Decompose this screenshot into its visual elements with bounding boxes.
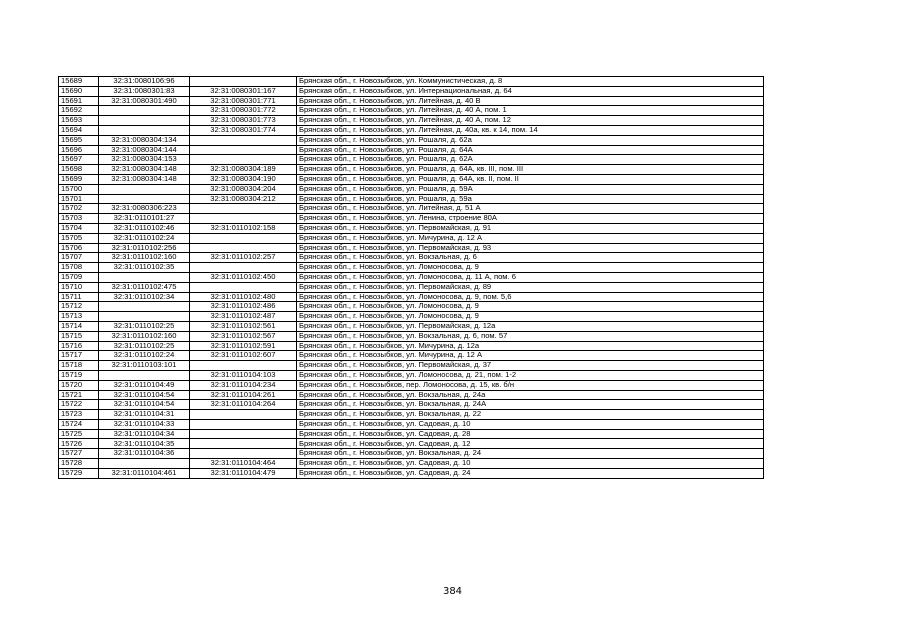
table-row xyxy=(59,459,764,469)
table-row xyxy=(59,331,764,341)
object-cadastral-number-cell: 32:31:0080301:774 xyxy=(190,125,297,135)
table-row xyxy=(59,321,764,331)
object-cadastral-number-cell: 32:31:0110104:261 xyxy=(190,390,297,400)
object-cadastral-number-cell xyxy=(190,449,297,459)
table-row xyxy=(59,390,764,400)
land-cadastral-number-cell: 32:31:0080304:134 xyxy=(99,135,190,145)
address-cell: Брянская обл., г. Новозыбков, ул. Садовая, д. 28 xyxy=(297,429,764,439)
land-cadastral-number-cell: 32:31:0110102:24 xyxy=(99,233,190,243)
table-row xyxy=(59,125,764,135)
table-row xyxy=(59,135,764,145)
land-cadastral-number-cell: 32:31:0110102:35 xyxy=(99,263,190,273)
object-cadastral-number-cell: 32:31:0110104:103 xyxy=(190,370,297,380)
object-cadastral-number-cell xyxy=(190,439,297,449)
object-cadastral-number-cell: 32:31:0110102:567 xyxy=(190,331,297,341)
land-cadastral-number-cell xyxy=(99,312,190,322)
address-cell: Брянская обл., г. Новозыбков, ул. Рошаля, д. 64А xyxy=(297,145,764,155)
address-cell: Брянская обл., г. Новозыбков, ул. Ломоносова, д. 9 xyxy=(297,263,764,273)
land-cadastral-number-cell: 32:31:0110104:36 xyxy=(99,449,190,459)
address-cell: Брянская обл., г. Новозыбков, ул. Ломоносова, д. 9 xyxy=(297,312,764,322)
row-number-cell: 15710 xyxy=(59,282,99,292)
table-row xyxy=(59,86,764,96)
table-row xyxy=(59,272,764,282)
table-row xyxy=(59,155,764,165)
row-number-cell: 15705 xyxy=(59,233,99,243)
land-cadastral-number-cell: 32:31:0080301:83 xyxy=(99,86,190,96)
row-number-cell: 15694 xyxy=(59,125,99,135)
row-number-cell: 15719 xyxy=(59,370,99,380)
land-cadastral-number-cell xyxy=(99,370,190,380)
land-cadastral-number-cell xyxy=(99,184,190,194)
object-cadastral-number-cell: 32:31:0080301:773 xyxy=(190,116,297,126)
land-cadastral-number-cell: 32:31:0110102:46 xyxy=(99,223,190,233)
row-number-cell: 15716 xyxy=(59,341,99,351)
table-row xyxy=(59,116,764,126)
address-cell: Брянская обл., г. Новозыбков, ул. Литейная, д. 40 А, пом. 12 xyxy=(297,116,764,126)
address-cell: Брянская обл., г. Новозыбков, ул. Первомайская, д. 12а xyxy=(297,321,764,331)
address-cell: Брянская обл., г. Новозыбков, ул. Вокзальная, д. 24 xyxy=(297,449,764,459)
registry-table-body xyxy=(59,77,764,479)
land-cadastral-number-cell xyxy=(99,106,190,116)
table-row xyxy=(59,204,764,214)
object-cadastral-number-cell xyxy=(190,419,297,429)
row-number-cell: 15699 xyxy=(59,174,99,184)
address-cell: Брянская обл., г. Новозыбков, ул. Литейная, д. 40 А, пом. 1 xyxy=(297,106,764,116)
table-row xyxy=(59,410,764,420)
row-number-cell: 15704 xyxy=(59,223,99,233)
table-row xyxy=(59,312,764,322)
row-number-cell: 15721 xyxy=(59,390,99,400)
row-number-cell: 15724 xyxy=(59,419,99,429)
row-number-cell: 15693 xyxy=(59,116,99,126)
table-row xyxy=(59,253,764,263)
land-cadastral-number-cell: 32:31:0110104:33 xyxy=(99,419,190,429)
address-cell: Брянская обл., г. Новозыбков, ул. Садовая, д. 24 xyxy=(297,468,764,478)
row-number-cell: 15727 xyxy=(59,449,99,459)
address-cell: Брянская обл., г. Новозыбков, ул. Рошаля, д. 64А, кв. III, пом. III xyxy=(297,165,764,175)
land-cadastral-number-cell: 32:31:0110102:24 xyxy=(99,351,190,361)
object-cadastral-number-cell: 32:31:0080304:204 xyxy=(190,184,297,194)
address-cell: Брянская обл., г. Новозыбков, ул. Мичурина, д. 12а xyxy=(297,341,764,351)
address-cell: Брянская обл., г. Новозыбков, ул. Первомайская, д. 37 xyxy=(297,361,764,371)
land-cadastral-number-cell: 32:31:0080304:144 xyxy=(99,145,190,155)
row-number-cell: 15692 xyxy=(59,106,99,116)
page-number: 384 xyxy=(442,586,463,597)
row-number-cell: 15703 xyxy=(59,214,99,224)
object-cadastral-number-cell xyxy=(190,77,297,87)
address-cell: Брянская обл., г. Новозыбков, ул. Вокзальная, д. 6 xyxy=(297,253,764,263)
table-row xyxy=(59,174,764,184)
table-row xyxy=(59,263,764,273)
row-number-cell: 15696 xyxy=(59,145,99,155)
land-cadastral-number-cell xyxy=(99,194,190,204)
row-number-cell: 15711 xyxy=(59,292,99,302)
address-cell: Брянская обл., г. Новозыбков, ул. Мичурина, д. 12 А xyxy=(297,351,764,361)
table-row xyxy=(59,341,764,351)
object-cadastral-number-cell: 32:31:0080304:190 xyxy=(190,174,297,184)
object-cadastral-number-cell: 32:31:0110104:464 xyxy=(190,459,297,469)
table-row xyxy=(59,468,764,478)
object-cadastral-number-cell xyxy=(190,233,297,243)
table-row xyxy=(59,439,764,449)
object-cadastral-number-cell: 32:31:0110104:234 xyxy=(190,380,297,390)
object-cadastral-number-cell xyxy=(190,145,297,155)
object-cadastral-number-cell: 32:31:0110102:486 xyxy=(190,302,297,312)
row-number-cell: 15720 xyxy=(59,380,99,390)
table-row xyxy=(59,96,764,106)
row-number-cell: 15715 xyxy=(59,331,99,341)
row-number-cell: 15689 xyxy=(59,77,99,87)
address-cell: Брянская обл., г. Новозыбков, ул. Ломоносова, д. 11 А, пом. 6 xyxy=(297,272,764,282)
object-cadastral-number-cell xyxy=(190,243,297,253)
address-cell: Брянская обл., г. Новозыбков, ул. Литейная, д. 40 В xyxy=(297,96,764,106)
row-number-cell: 15709 xyxy=(59,272,99,282)
address-cell: Брянская обл., г. Новозыбков, ул. Рошаля, д. 64А, кв. II, пом. II xyxy=(297,174,764,184)
row-number-cell: 15708 xyxy=(59,263,99,273)
land-cadastral-number-cell: 32:31:0110104:35 xyxy=(99,439,190,449)
land-cadastral-number-cell: 32:31:0080106:96 xyxy=(99,77,190,87)
land-cadastral-number-cell: 32:31:0080304:148 xyxy=(99,174,190,184)
row-number-cell: 15712 xyxy=(59,302,99,312)
row-number-cell: 15723 xyxy=(59,410,99,420)
address-cell: Брянская обл., г. Новозыбков, ул. Мичурина, д. 12 А xyxy=(297,233,764,243)
address-cell: Брянская обл., г. Новозыбков, ул. Рошаля, д. 62А xyxy=(297,155,764,165)
row-number-cell: 15707 xyxy=(59,253,99,263)
land-cadastral-number-cell xyxy=(99,302,190,312)
object-cadastral-number-cell: 32:31:0110102:450 xyxy=(190,272,297,282)
address-cell: Брянская обл., г. Новозыбков, ул. Ленина, строение 80А xyxy=(297,214,764,224)
row-number-cell: 15695 xyxy=(59,135,99,145)
object-cadastral-number-cell: 32:31:0110102:158 xyxy=(190,223,297,233)
object-cadastral-number-cell: 32:31:0080304:189 xyxy=(190,165,297,175)
land-cadastral-number-cell: 32:31:0110104:49 xyxy=(99,380,190,390)
row-number-cell: 15690 xyxy=(59,86,99,96)
object-cadastral-number-cell: 32:31:0080301:167 xyxy=(190,86,297,96)
object-cadastral-number-cell xyxy=(190,361,297,371)
row-number-cell: 15722 xyxy=(59,400,99,410)
object-cadastral-number-cell: 32:31:0110102:591 xyxy=(190,341,297,351)
object-cadastral-number-cell xyxy=(190,282,297,292)
land-cadastral-number-cell: 32:31:0110104:54 xyxy=(99,400,190,410)
table-row xyxy=(59,361,764,371)
land-cadastral-number-cell: 32:31:0080306:223 xyxy=(99,204,190,214)
row-number-cell: 15691 xyxy=(59,96,99,106)
land-cadastral-number-cell xyxy=(99,125,190,135)
object-cadastral-number-cell: 32:31:0110104:479 xyxy=(190,468,297,478)
land-cadastral-number-cell: 32:31:0110102:34 xyxy=(99,292,190,302)
table-row xyxy=(59,351,764,361)
table-row xyxy=(59,370,764,380)
table-row xyxy=(59,302,764,312)
address-cell: Брянская обл., г. Новозыбков, ул. Интернациональная, д. 64 xyxy=(297,86,764,96)
address-cell: Брянская обл., г. Новозыбков, пер. Ломоносова, д. 15, кв. б/н xyxy=(297,380,764,390)
object-cadastral-number-cell xyxy=(190,263,297,273)
address-cell: Брянская обл., г. Новозыбков, ул. Ломоносова, д. 9 xyxy=(297,302,764,312)
row-number-cell: 15726 xyxy=(59,439,99,449)
land-cadastral-number-cell: 32:31:0110103:101 xyxy=(99,361,190,371)
row-number-cell: 15718 xyxy=(59,361,99,371)
table-row xyxy=(59,282,764,292)
land-cadastral-number-cell xyxy=(99,116,190,126)
land-cadastral-number-cell xyxy=(99,459,190,469)
table-row xyxy=(59,400,764,410)
address-cell: Брянская обл., г. Новозыбков, ул. Вокзальная, д. 24а xyxy=(297,390,764,400)
address-cell: Брянская обл., г. Новозыбков, ул. Первомайская, д. 89 xyxy=(297,282,764,292)
address-cell: Брянская обл., г. Новозыбков, ул. Ломоносова, д. 21, пом. 1-2 xyxy=(297,370,764,380)
table-row xyxy=(59,194,764,204)
address-cell: Брянская обл., г. Новозыбков, ул. Коммунистическая, д. 8 xyxy=(297,77,764,87)
object-cadastral-number-cell xyxy=(190,155,297,165)
row-number-cell: 15713 xyxy=(59,312,99,322)
table-row xyxy=(59,106,764,116)
object-cadastral-number-cell: 32:31:0110104:264 xyxy=(190,400,297,410)
land-cadastral-number-cell: 32:31:0110102:160 xyxy=(99,331,190,341)
object-cadastral-number-cell: 32:31:0080301:771 xyxy=(190,96,297,106)
object-cadastral-number-cell: 32:31:0080304:212 xyxy=(190,194,297,204)
land-cadastral-number-cell: 32:31:0110102:25 xyxy=(99,341,190,351)
land-cadastral-number-cell: 32:31:0110101:27 xyxy=(99,214,190,224)
address-cell: Брянская обл., г. Новозыбков, ул. Рошаля, д. 59А xyxy=(297,184,764,194)
table-row xyxy=(59,449,764,459)
object-cadastral-number-cell xyxy=(190,410,297,420)
row-number-cell: 15700 xyxy=(59,184,99,194)
object-cadastral-number-cell xyxy=(190,214,297,224)
table-row xyxy=(59,429,764,439)
row-number-cell: 15706 xyxy=(59,243,99,253)
land-cadastral-number-cell: 32:31:0110104:34 xyxy=(99,429,190,439)
object-cadastral-number-cell xyxy=(190,429,297,439)
address-cell: Брянская обл., г. Новозыбков, ул. Первомайская, д. 93 xyxy=(297,243,764,253)
table-row xyxy=(59,77,764,87)
row-number-cell: 15698 xyxy=(59,165,99,175)
address-cell: Брянская обл., г. Новозыбков, ул. Вокзальная, д. 6, пом. 57 xyxy=(297,331,764,341)
table-row xyxy=(59,223,764,233)
row-number-cell: 15728 xyxy=(59,459,99,469)
object-cadastral-number-cell: 32:31:0110102:561 xyxy=(190,321,297,331)
table-row xyxy=(59,243,764,253)
object-cadastral-number-cell: 32:31:0110102:480 xyxy=(190,292,297,302)
table-row xyxy=(59,419,764,429)
address-cell: Брянская обл., г. Новозыбков, ул. Ломоносова, д. 9, пом. 5,6 xyxy=(297,292,764,302)
address-cell: Брянская обл., г. Новозыбков, ул. Рошаля, д. 62а xyxy=(297,135,764,145)
object-cadastral-number-cell: 32:31:0110102:257 xyxy=(190,253,297,263)
address-cell: Брянская обл., г. Новозыбков, ул. Первомайская, д. 91 xyxy=(297,223,764,233)
row-number-cell: 15701 xyxy=(59,194,99,204)
land-cadastral-number-cell: 32:31:0110104:461 xyxy=(99,468,190,478)
table-row xyxy=(59,380,764,390)
address-cell: Брянская обл., г. Новозыбков, ул. Литейная, д. 51 А xyxy=(297,204,764,214)
land-cadastral-number-cell: 32:31:0110104:54 xyxy=(99,390,190,400)
table-row xyxy=(59,292,764,302)
object-cadastral-number-cell xyxy=(190,135,297,145)
registry-table xyxy=(58,76,764,479)
object-cadastral-number-cell xyxy=(190,204,297,214)
row-number-cell: 15725 xyxy=(59,429,99,439)
table-row xyxy=(59,165,764,175)
row-number-cell: 15702 xyxy=(59,204,99,214)
address-cell: Брянская обл., г. Новозыбков, ул. Садовая, д. 10 xyxy=(297,459,764,469)
row-number-cell: 15697 xyxy=(59,155,99,165)
address-cell: Брянская обл., г. Новозыбков, ул. Вокзальная, д. 24А xyxy=(297,400,764,410)
land-cadastral-number-cell: 32:31:0110102:160 xyxy=(99,253,190,263)
land-cadastral-number-cell: 32:31:0110102:475 xyxy=(99,282,190,292)
row-number-cell: 15729 xyxy=(59,468,99,478)
land-cadastral-number-cell: 32:31:0080301:490 xyxy=(99,96,190,106)
table-row xyxy=(59,233,764,243)
land-cadastral-number-cell: 32:31:0080304:153 xyxy=(99,155,190,165)
address-cell: Брянская обл., г. Новозыбков, ул. Литейная, д. 40а, кв. к 14, пом. 14 xyxy=(297,125,764,135)
object-cadastral-number-cell: 32:31:0110102:487 xyxy=(190,312,297,322)
row-number-cell: 15717 xyxy=(59,351,99,361)
table-row xyxy=(59,214,764,224)
land-cadastral-number-cell: 32:31:0080304:148 xyxy=(99,165,190,175)
land-cadastral-number-cell: 32:31:0110102:256 xyxy=(99,243,190,253)
object-cadastral-number-cell: 32:31:0110102:607 xyxy=(190,351,297,361)
land-cadastral-number-cell: 32:31:0110102:25 xyxy=(99,321,190,331)
address-cell: Брянская обл., г. Новозыбков, ул. Вокзальная, д. 22 xyxy=(297,410,764,420)
object-cadastral-number-cell: 32:31:0080301:772 xyxy=(190,106,297,116)
land-cadastral-number-cell xyxy=(99,272,190,282)
land-cadastral-number-cell: 32:31:0110104:31 xyxy=(99,410,190,420)
row-number-cell: 15714 xyxy=(59,321,99,331)
table-row xyxy=(59,184,764,194)
address-cell: Брянская обл., г. Новозыбков, ул. Рошаля, д. 59а xyxy=(297,194,764,204)
address-cell: Брянская обл., г. Новозыбков, ул. Садовая, д. 12 xyxy=(297,439,764,449)
address-cell: Брянская обл., г. Новозыбков, ул. Садовая, д. 10 xyxy=(297,419,764,429)
table-row xyxy=(59,145,764,155)
